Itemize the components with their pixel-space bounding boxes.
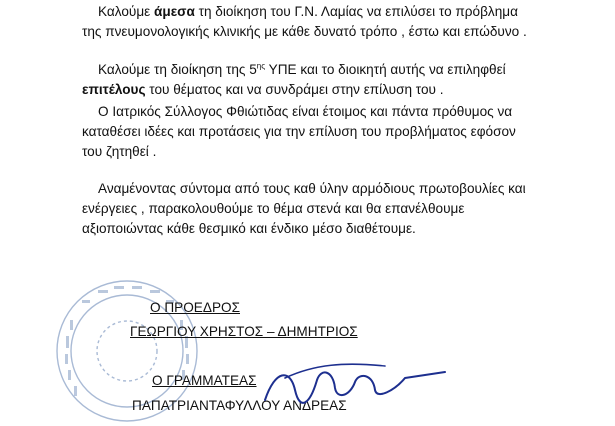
secretary-title: Ο ΓΡΑΜΜΑΤΕΑΣ bbox=[152, 373, 257, 388]
paragraph-2-line-2: επιτέλους του θέματος και να συνδράμει στην επίλυση του . bbox=[82, 82, 444, 97]
handwritten-signature bbox=[255, 360, 455, 410]
paragraph-2 bbox=[82, 60, 582, 100]
paragraph-4-line-2: ενέργειες , παρακολουθούμε το θέμα στενά και θα επανέλθουμε bbox=[82, 201, 465, 216]
paragraph-4-line-3: αξιοποιώντας κάθε θεσμικό και ένδικο μέσο διαθέτουμε. bbox=[82, 221, 416, 236]
paragraph-3 bbox=[82, 102, 582, 162]
paragraph-1-line-2: της πνευμονολογικής κλινικής με κάθε δυνατό τρόπο , έστω και επώδυνο . bbox=[82, 24, 527, 39]
paragraph-3-line-3: του ζητηθεί . bbox=[82, 144, 157, 159]
president-name: ΓΕΩΡΓΙΟΥ ΧΡΗΣΤΟΣ – ΔΗΜΗΤΡΙΟΣ bbox=[130, 324, 358, 339]
paragraph-1-line-1: Καλούμε άμεσα τη διοίκηση του Γ.Ν. Λαμίας να επιλύσει το πρόβλημα bbox=[98, 4, 518, 19]
secretary-name: ΠΑΠΑΤΡΙΑΝΤΑΦΥΛΛΟΥ ΑΝΔΡΕΑΣ bbox=[132, 398, 347, 413]
paragraph-1 bbox=[82, 2, 582, 42]
paragraph-4 bbox=[82, 179, 582, 239]
paragraph-3-line-1: Ο Ιατρικός Σύλλογος Φθιώτιδας είναι έτοιμος και πάντα πρόθυμος να bbox=[98, 104, 513, 119]
paragraph-2-line-1: Καλούμε τη διοίκηση της $5^{\eta\varsigma}$ ΥΠΕ και το διοικητή αυτής να επιληφθεί bbox=[98, 61, 506, 77]
paragraph-4-line-1: Αναμένοντας σύντομα από τους καθ ύλην αρμόδιους πρωτοβουλίες και bbox=[98, 181, 526, 196]
paragraph-3-line-2: καταθέσει ιδέες και προτάσεις για την επίλυση του προβλήματος εφόσον bbox=[82, 124, 516, 139]
president-title: Ο ΠΡΟΕΔΡΟΣ bbox=[150, 300, 240, 315]
